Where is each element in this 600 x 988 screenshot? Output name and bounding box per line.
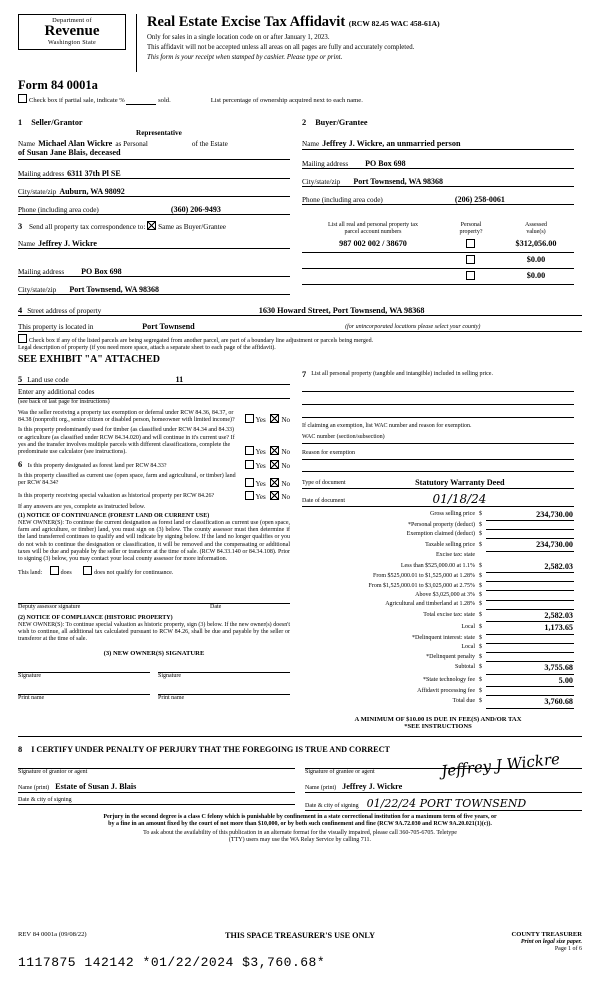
section6-number: 6 <box>18 460 23 470</box>
section4-number: 4 <box>18 306 23 316</box>
list-percentage-note: List percentage of ownership acquired next to each name. <box>210 97 363 104</box>
partial-sale-label: Check box if partial sale, indicate % <box>29 97 125 104</box>
row-label-18: Total due <box>452 698 475 705</box>
segregation-label: Check box if any of the listed parcels are being segregated from another parcel, are part of a boundary line adjustment or parcels being merged. <box>29 338 374 345</box>
reason-exemption-line-2[interactable] <box>302 460 574 472</box>
wac-number-field[interactable] <box>302 434 574 444</box>
table-row: Affidavit processing fee $ <box>302 687 574 696</box>
forest-land-yes-checkbox[interactable] <box>245 460 254 469</box>
table-row: Total excise tax: state $ 2,582.03 <box>302 609 574 621</box>
buyer-city-label: City/state/zip <box>302 178 341 187</box>
row-label-11: Local <box>461 624 475 631</box>
seller-name-line2: of Susan Jane Blais, deceased <box>18 148 290 159</box>
grantee-date-value: 01/22/24 PORT TOWNSEND <box>366 796 527 810</box>
seller-phone-label: Phone (including area code) <box>18 205 99 214</box>
row-label-12: *Delinquent interest: state <box>412 635 475 642</box>
tax-correspondence-block <box>18 221 290 295</box>
row-value-11[interactable]: 1,173.65 <box>486 622 574 634</box>
table-row[interactable] <box>302 269 574 285</box>
new-owner-print-2-label: Print name <box>158 694 185 701</box>
buyer-mailing-value: PO Box 698 <box>365 159 406 169</box>
perjury-line-1: Perjury in the second degree is a class C felony which is punishable by confinement in a state correctional institution for a maximum term of five years, or <box>103 813 497 820</box>
parcel-col1-header-a: List all real and personal property tax <box>328 221 418 228</box>
assessed-value-1: $312,056.00 <box>515 239 557 249</box>
land-use-value: 11 <box>175 375 184 385</box>
seller-city-label: City/state/zip <box>18 187 57 196</box>
row-label-16: *State technology fee <box>423 676 475 683</box>
buyer-phone-value: (206) 258-0061 <box>454 195 505 205</box>
row-value-10[interactable]: 2,582.03 <box>486 609 574 621</box>
current-use-answer[interactable] <box>242 478 291 488</box>
grantor-signature-label: Signature of grantor or agent <box>18 769 88 776</box>
row-value-0[interactable]: 234,730.00 <box>486 509 574 521</box>
buyer-name-row[interactable] <box>302 139 574 150</box>
doc-date-label: Date of document <box>302 498 345 505</box>
legal-description-note: Legal description of property (if you need more space, attach a separate sheet to each page of the affidavit). <box>18 345 276 352</box>
historic-yes-label: Yes <box>255 492 266 501</box>
parcel-table <box>302 221 574 295</box>
table-row: Above $3,025,000 at 3% $ <box>302 591 574 600</box>
personal-property-checkbox-3[interactable] <box>466 271 475 280</box>
row-label-17: Affidavit processing fee <box>417 687 475 694</box>
form-number: Form 84 0001a <box>18 78 98 92</box>
section5-number: 5 <box>18 375 23 385</box>
section3-number: 3 <box>18 221 23 231</box>
table-row[interactable] <box>302 253 574 269</box>
page-number: Page 1 of 6 <box>554 945 582 952</box>
row-value-2[interactable] <box>486 530 574 539</box>
row-value-1[interactable] <box>486 521 574 530</box>
new-owner-print-1-label: Print name <box>18 694 45 701</box>
seller-phone-row[interactable] <box>18 201 290 215</box>
table-row: Total due $ 3,760.68 <box>302 696 574 708</box>
alt-format-line-1: To ask about the availability of this publication in an alternate format for the visually impaired, please call 360-705-6705. Teletype <box>143 830 457 837</box>
timber-ag-question-text: Is this property predominantly used for timber (as classified under RCW 84.34 and 84.33) or agriculture (as classified under RCW 84.34.020) and will continue in it's current use? If yes and the transfer involves multiple parcels with different classifications, complete the predominate use calculator (see instructions). <box>18 427 235 456</box>
seller-exemption-yes-checkbox[interactable] <box>245 414 254 423</box>
buyer-city-row[interactable] <box>302 173 574 187</box>
additional-codes-note: (see back of last page for instructions) <box>18 398 110 405</box>
section7-block <box>302 371 574 731</box>
header-sub3: This form is your receipt when stamped by cashier. Please type or print. <box>147 54 343 62</box>
timber-ag-answer[interactable] <box>238 446 291 456</box>
corr-city-label: City/state/zip <box>18 286 57 295</box>
row-label-15: Subtotal <box>454 664 475 671</box>
table-row: From $525,000.01 to $1,525,000 at 1.28% $ <box>302 572 574 581</box>
document-title-ref: (RCW 82.45 WAC 458-61A) <box>348 19 440 28</box>
row-label-13: Local <box>461 644 475 651</box>
table-row: *State technology fee $ 5.00 <box>302 674 574 686</box>
row-label-10: Total excise tax: state <box>423 611 475 618</box>
county-treasurer-label: COUNTY TREASURER <box>511 930 582 938</box>
reason-exemption-label: Reason for exemption <box>302 450 355 457</box>
seller-name-label: Name <box>18 139 36 148</box>
seller-phone-value: (360) 206-9493 <box>170 204 221 214</box>
seller-mailing-value: 6311 37th Pl SE <box>67 168 121 178</box>
table-row: Taxable selling price $ 234,730.00 <box>302 539 574 551</box>
answers-yes-note: If any answers are yes, complete as instructed below. <box>18 503 146 510</box>
table-row: Subtotal $ 3,755.68 <box>302 662 574 674</box>
timber-ag-no-checkbox[interactable] <box>270 446 279 455</box>
buyer-section-number: 2 <box>302 117 307 127</box>
buyer-block <box>302 112 574 215</box>
row-label-14: *Delinquent penalty <box>426 653 475 660</box>
table-row: *Delinquent penalty $ <box>302 653 574 662</box>
buyer-mailing-row[interactable] <box>302 155 574 169</box>
additional-codes-label: Enter any additional codes <box>18 388 95 397</box>
timber-ag-no-label: No <box>281 448 290 457</box>
forest-land-no-checkbox[interactable] <box>270 460 279 469</box>
row-value-9[interactable] <box>486 600 574 609</box>
current-use-no-label: No <box>281 479 290 488</box>
this-land-row[interactable] <box>18 566 290 577</box>
seller-city-value: Auburn, WA 98092 <box>59 186 125 196</box>
row-label-4: Excise tax: state <box>436 552 475 559</box>
seller-exemption-answer[interactable] <box>238 414 291 424</box>
parcel-number-1: 987 002 002 / 38670 <box>339 239 407 249</box>
does-not-qualify-checkbox[interactable] <box>83 566 92 575</box>
doc-date-value: 01/18/24 <box>432 491 487 506</box>
row-value-14[interactable] <box>486 653 574 662</box>
partial-sale-suffix: sold. <box>158 97 171 104</box>
row-value-16[interactable]: 5.00 <box>486 674 574 686</box>
does-not-qualify-label: does not qualify for continuance. <box>94 570 174 577</box>
corr-name-row[interactable] <box>18 235 290 249</box>
table-row: *Personal property (deduct) $ <box>302 521 574 530</box>
section3-text: Send all property tax correspondence to: <box>28 222 146 231</box>
excise-tax-table <box>302 509 574 709</box>
seller-city-row[interactable] <box>18 183 290 197</box>
land-use-label: Land use code <box>27 376 69 385</box>
buyer-phone-row[interactable] <box>302 191 574 205</box>
seller-name-tail: of the Estate <box>191 139 228 148</box>
land-use-row[interactable] <box>18 371 290 385</box>
located-in-value: Port Townsend <box>142 321 195 331</box>
forest-land-question: Is this property designated as forest land per RCW 84.33? <box>27 463 167 470</box>
row-label-7: From $1,525,000.01 to $3,025,000 at 2.75% <box>368 582 475 589</box>
forest-land-no-label: No <box>281 462 290 471</box>
this-land-label: This land: <box>18 570 43 577</box>
section8-number: 8 <box>18 745 23 755</box>
document-header <box>0 0 600 72</box>
perjury-line-2: by a fine in an amount fixed by the court of not more than $10,000, or by both such confinement and fine (RCW 9A.72.030 and RCW 9A.20.021(1)(c)). <box>108 821 492 828</box>
current-use-yes-label: Yes <box>255 479 266 488</box>
doc-type-label: Type of document <box>302 480 346 487</box>
table-row <box>302 551 574 560</box>
row-value-8[interactable] <box>486 591 574 600</box>
header-sub1: Only for sales in a single location code on or after January 1, 2023. <box>147 34 330 41</box>
row-value-5[interactable]: 2,582.03 <box>486 561 574 573</box>
segregation-checkbox[interactable] <box>18 334 27 343</box>
seller-exemption-question: Was the seller receiving a property tax exemption or deferral under RCW 84.36, 84.37, or 84.38 (nonprofit org., senior citizen or disabled person, homeowner with limited income)? <box>18 410 235 424</box>
corr-mailing-value: PO Box 698 <box>81 267 122 277</box>
doc-type-value: Statutory Warranty Deed <box>415 478 505 488</box>
row-value-6[interactable] <box>486 572 574 581</box>
row-value-4[interactable] <box>486 551 574 560</box>
notice-continuance-text: NEW OWNER(S): To continue the current designation as forest land or classification as current use (open space, farm and agriculture, or timber) land, you must sign on (3) below. The county assessor must then determine if the land transferred continues to qualify and will indicate by signing below. If the land no longer qualifies or you do not wish to continue the designation or classification, it will be removed and the compensating or additional taxes will be due and payable by the seller or transferor at the time of sale. (RCW 84.33.140 or 84.34.108). Prior to signing (3) below, you may contact your local county assessor for more information. <box>18 520 290 563</box>
partial-sale-checkbox[interactable] <box>18 94 27 103</box>
row-label-0: Gross selling price <box>430 510 475 517</box>
row-value-13[interactable] <box>486 643 574 652</box>
dor-logo <box>18 14 126 50</box>
table-row: Agricultural and timberland at 1.28% $ <box>302 600 574 609</box>
exemption-instruction: If claiming an exemption, list WAC number and reason for exemption. <box>302 422 472 429</box>
seller-name-mid: as Personal <box>115 139 148 148</box>
section8-block <box>0 736 600 844</box>
corr-city-value: Port Townsend, WA 98368 <box>69 285 159 295</box>
table-row: Local $ 1,173.65 <box>302 622 574 634</box>
same-as-buyer-checkbox[interactable] <box>147 221 156 230</box>
parcel-col3-header-b: value(s) <box>526 228 546 235</box>
corr-name-value: Jeffrey J. Wickre <box>38 239 97 249</box>
personal-property-checkbox-1[interactable] <box>466 239 475 248</box>
section7-number: 7 <box>302 370 307 380</box>
assessed-value-2: $0.00 <box>526 255 546 265</box>
minimum-due-note: A MINIMUM OF $10.00 IS DUE IN FEE(S) AND/OR TAX <box>354 715 522 723</box>
row-value-7[interactable] <box>486 582 574 591</box>
revision-number: REV 84 0001a (09/08/22) <box>18 930 87 938</box>
table-row: Local $ <box>302 643 574 652</box>
seller-name-value: Michael Alan Wickre <box>38 138 113 148</box>
current-use-yes-checkbox[interactable] <box>245 478 254 487</box>
parcel-col2-header-a: Personal <box>460 221 482 228</box>
section8-heading: I CERTIFY UNDER PENALTY OF PERJURY THAT THE FOREGOING IS TRUE AND CORRECT <box>31 745 391 755</box>
grantee-signature-label: Signature of grantee or agent <box>305 769 375 776</box>
street-address-label: Street address of property <box>27 306 102 315</box>
buyer-city-value: Port Townsend, WA 98368 <box>353 177 443 187</box>
row-label-3: Taxable selling price <box>425 541 475 548</box>
located-in-row[interactable] <box>18 318 582 332</box>
new-owner-signature-title: (3) NEW OWNER(S) SIGNATURE <box>103 649 205 657</box>
deputy-assessor-date-label: Date <box>210 604 222 611</box>
notice-continuance-title: (1) NOTICE OF CONTINUANCE (FOREST LAND OR CURRENT USE) <box>18 512 210 519</box>
reason-exemption-field[interactable] <box>302 450 574 460</box>
buyer-name-label: Name <box>302 139 320 148</box>
row-label-1: *Personal property (deduct) <box>408 521 475 528</box>
document-footer <box>18 931 582 970</box>
seller-mailing-row[interactable] <box>18 165 290 179</box>
partial-sale-percent-input[interactable] <box>126 104 156 105</box>
row-label-9: Agricultural and timberland at 1.28% <box>385 601 475 608</box>
located-in-note: (for unincorporated locations please select your county) <box>345 323 481 330</box>
section3-header <box>18 221 290 231</box>
header-divider <box>136 14 137 72</box>
street-address-row[interactable] <box>18 302 582 316</box>
historic-yes-checkbox[interactable] <box>245 491 254 500</box>
section4-block <box>0 302 600 365</box>
new-owner-signature-2-label: Signature <box>158 673 181 680</box>
doc-date-row[interactable] <box>302 492 574 507</box>
personal-property-line-1[interactable] <box>302 379 574 392</box>
parcel-col2-header-b: property? <box>459 228 483 235</box>
current-use-question: Is this property classified as current use (open space, farm and agricultural, or timber) land per RCW 84.34? <box>18 473 236 487</box>
seller-section-number: 1 <box>18 117 23 127</box>
grantee-signature-value: Jeffrey J Wickre <box>440 750 561 781</box>
forest-land-answer[interactable] <box>242 460 291 470</box>
dor-dept-line: Department of <box>52 17 92 24</box>
section5-6-block <box>18 371 290 731</box>
document-title-text: Real Estate Excise Tax Affidavit <box>147 14 346 30</box>
corr-city-row[interactable] <box>18 281 290 295</box>
buyer-mailing-label: Mailing address <box>302 160 349 169</box>
treasurer-stamp: 1117875 142142 *01/22/2024 $3,760.68* <box>18 955 326 970</box>
wac-number-label: WAC number (section/subsection) <box>302 433 385 440</box>
grantor-name-label: Name (print) <box>18 784 50 791</box>
alt-format-line-2: (TTY) users may use the WA Relay Service by calling 711. <box>228 837 372 844</box>
grantee-name-value: Jeffrey J. Wickre <box>342 782 403 792</box>
personal-property-checkbox-2[interactable] <box>466 255 475 264</box>
street-address-value: 1630 Howard Street, Port Townsend, WA 98368 <box>258 305 425 315</box>
seller-representative-label: Representative <box>136 128 182 137</box>
timber-ag-question <box>18 427 238 456</box>
timber-ag-yes-checkbox[interactable] <box>245 446 254 455</box>
forest-land-yes-label: Yes <box>255 462 266 471</box>
table-row: Exemption claimed (deduct) $ <box>302 530 574 539</box>
seller-block <box>18 112 290 215</box>
dor-washington-state: Washington State <box>47 39 97 46</box>
table-row: Less than $525,000.00 at 1.1% $ 2,582.03 <box>302 561 574 573</box>
segregation-row[interactable] <box>18 334 582 345</box>
timber-ag-yes-label: Yes <box>255 448 266 457</box>
section7-intro: List all personal property (tangible and intangible) included in selling price. <box>311 371 493 378</box>
corr-mailing-label: Mailing address <box>18 268 65 277</box>
parcel-col1-header-b: parcel account numbers <box>344 228 402 235</box>
assessed-value-3: $0.00 <box>526 271 546 281</box>
notice-compliance-title: (2) NOTICE OF COMPLIANCE (HISTORIC PROPERTY) <box>18 614 173 621</box>
legal-description-value: SEE EXHIBIT "A" ATTACHED <box>18 354 160 366</box>
personal-property-line-3[interactable] <box>302 405 574 418</box>
deputy-assessor-signature-field[interactable] <box>18 585 290 604</box>
deputy-assessor-signature-label: Deputy assessor signature <box>18 604 81 611</box>
row-label-6: From $525,000.01 to $1,525,000 at 1.28% <box>373 573 475 580</box>
current-use-no-checkbox[interactable] <box>270 478 279 487</box>
table-row[interactable] <box>302 237 574 253</box>
document-title <box>147 14 582 32</box>
dor-revenue-wordmark: Revenue <box>44 23 100 39</box>
buyer-name-value: Jeffrey J. Wickre, an unmarried person <box>322 138 461 148</box>
does-qualify-checkbox[interactable] <box>50 566 59 575</box>
grantor-name-value: Estate of Susan J. Blais <box>55 782 137 792</box>
parcel-col3-header-a: Assessed <box>525 221 547 228</box>
row-label-8: Above $3,025,000 at 3% <box>415 591 475 598</box>
additional-codes-row[interactable] <box>18 388 290 398</box>
grantor-date-label: Date & city of signing <box>18 796 72 803</box>
historic-answer[interactable] <box>242 491 291 501</box>
table-row: *Delinquent interest: state $ <box>302 634 574 643</box>
legal-size-note: Print on legal size paper. <box>520 938 582 945</box>
corr-mailing-row[interactable] <box>18 263 290 277</box>
partial-sale-row <box>18 94 171 105</box>
same-as-buyer-label: Same as Buyer/Grantee <box>158 222 226 231</box>
does-qualify-label: does <box>60 570 72 577</box>
buyer-phone-label: Phone (including area code) <box>302 196 383 205</box>
row-label-5: Less than $525,000.00 at 1.1% <box>400 562 475 569</box>
notice-compliance-text: NEW OWNER(S): To continue special valuation as historic property, sign (3) below. If the new owner(s) doesn't wish to continue, all additional tax calculated pursuant to RCW 84.26, shall be due and payable by the seller or transferor at the time of sale. <box>18 621 290 643</box>
row-label-2: Exemption claimed (deduct) <box>406 530 475 537</box>
historic-question: Is this property receiving special valuation as historical property per RCW 84.26? <box>18 493 215 500</box>
buyer-heading: Buyer/Grantee <box>315 117 368 127</box>
row-value-18[interactable]: 3,760.68 <box>486 696 574 708</box>
grantee-date-label: Date & city of signing <box>305 802 359 809</box>
seller-exemption-yes-label: Yes <box>255 416 266 425</box>
see-instructions-note: *SEE INSTRUCTIONS <box>404 723 472 731</box>
doc-type-row[interactable] <box>302 478 574 488</box>
seller-heading: Seller/Grantor <box>31 117 83 127</box>
historic-no-label: No <box>281 492 290 501</box>
seller-exemption-no-checkbox[interactable] <box>270 414 279 423</box>
row-value-17[interactable] <box>486 687 574 696</box>
row-value-3[interactable]: 234,730.00 <box>486 539 574 551</box>
historic-no-checkbox[interactable] <box>270 491 279 500</box>
table-row: From $1,525,000.01 to $3,025,000 at 2.75% $ <box>302 582 574 591</box>
table-row: Gross selling price $ 234,730.00 <box>302 509 574 521</box>
row-value-15[interactable]: 3,755.68 <box>486 662 574 674</box>
row-value-12[interactable] <box>486 634 574 643</box>
header-sub2: This affidavit will not be accepted unless all areas on all pages are fully and accurately completed. <box>147 44 415 52</box>
treasurer-space-label: THIS SPACE TREASURER'S USE ONLY <box>225 930 375 940</box>
seller-exemption-no-label: No <box>281 416 290 425</box>
seller-mailing-label: Mailing address <box>18 169 65 178</box>
new-owner-signature-1-label: Signature <box>18 673 41 680</box>
located-in-label: This property is located in <box>18 322 94 331</box>
grantee-name-label: Name (print) <box>305 784 337 791</box>
personal-property-line-2[interactable] <box>302 392 574 405</box>
corr-name-label: Name <box>18 240 36 249</box>
